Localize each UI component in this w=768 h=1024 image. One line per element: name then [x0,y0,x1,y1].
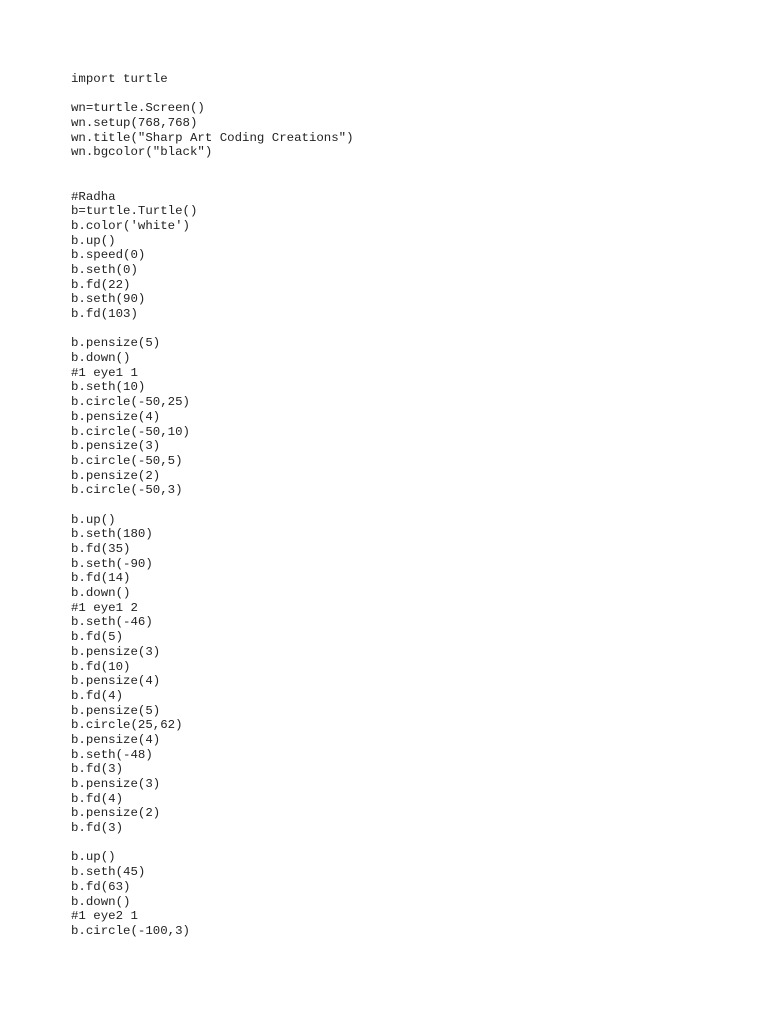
blank-line [71,87,354,102]
code-line: b.up() [71,233,116,248]
code-line: b.seth(-48) [71,747,153,762]
code-line: import turtle [71,72,168,86]
code-line: b.fd(4) [71,791,124,806]
code-line: wn.bgcolor("black") [71,145,213,160]
code-line: b.fd(14) [71,571,131,586]
code-line: b.seth(45) [71,865,146,880]
code-line: b.fd(5) [71,630,124,645]
code-line: b.pensize(3) [71,777,161,791]
code-line: b.circle(-100,3) [71,923,190,938]
code-line: b.color('white') [71,218,190,233]
blank-line [71,175,354,190]
code-line: b.seth(180) [71,527,153,542]
code-block [71,72,354,939]
code-line: b.speed(0) [71,248,146,263]
code-line: b.pensize(4) [71,409,161,424]
code-line: b.pensize(5) [71,336,161,351]
code-line: wn=turtle.Screen() [71,101,205,116]
blank-line [71,836,354,851]
code-line: b.circle(-50,10) [71,424,190,439]
code-line: b.pensize(5) [71,703,161,718]
code-line: b.fd(10) [71,659,131,674]
code-line: b.pensize(4) [71,674,161,689]
code-line: b.fd(22) [71,277,131,292]
code-line: #Radha [71,189,116,204]
code-line: b.fd(103) [71,307,138,321]
code-line: b.down() [71,894,131,909]
code-line: b.pensize(4) [71,732,161,747]
blank-line [71,160,354,175]
code-line: #1 eye2 1 [71,909,138,924]
code-line: b.pensize(2) [71,806,161,821]
code-line: b.circle(-50,5) [71,453,183,468]
blank-line [71,322,354,337]
code-line: b.seth(0) [71,262,138,277]
code-line: b.pensize(3) [71,439,161,454]
code-line: b.seth(-90) [71,556,153,571]
code-line: b.fd(35) [71,542,131,556]
code-line: b.fd(63) [71,879,131,894]
code-line: b=turtle.Turtle() [71,204,198,219]
code-line: b.down() [71,586,131,601]
code-line: #1 eye1 1 [71,365,138,380]
code-line: b.fd(4) [71,688,124,703]
code-line: b.seth(90) [71,292,146,307]
code-line: b.circle(-50,3) [71,483,183,498]
code-line: b.fd(3) [71,821,124,836]
code-line: b.circle(-50,25) [71,395,190,410]
code-line: b.circle(25,62) [71,718,183,733]
code-line: b.seth(10) [71,380,146,395]
code-line: b.seth(-46) [71,615,153,630]
code-line: b.down() [71,351,131,366]
code-line: wn.setup(768,768) [71,116,198,131]
code-line: b.fd(3) [71,762,124,777]
code-line: wn.title("Sharp Art Coding Creations") [71,130,354,145]
code-line: b.up() [71,512,116,527]
code-line: #1 eye1 2 [71,600,138,615]
blank-line [71,498,354,513]
code-line: b.pensize(3) [71,644,161,659]
code-line: b.pensize(2) [71,468,161,483]
code-line: b.up() [71,850,116,865]
